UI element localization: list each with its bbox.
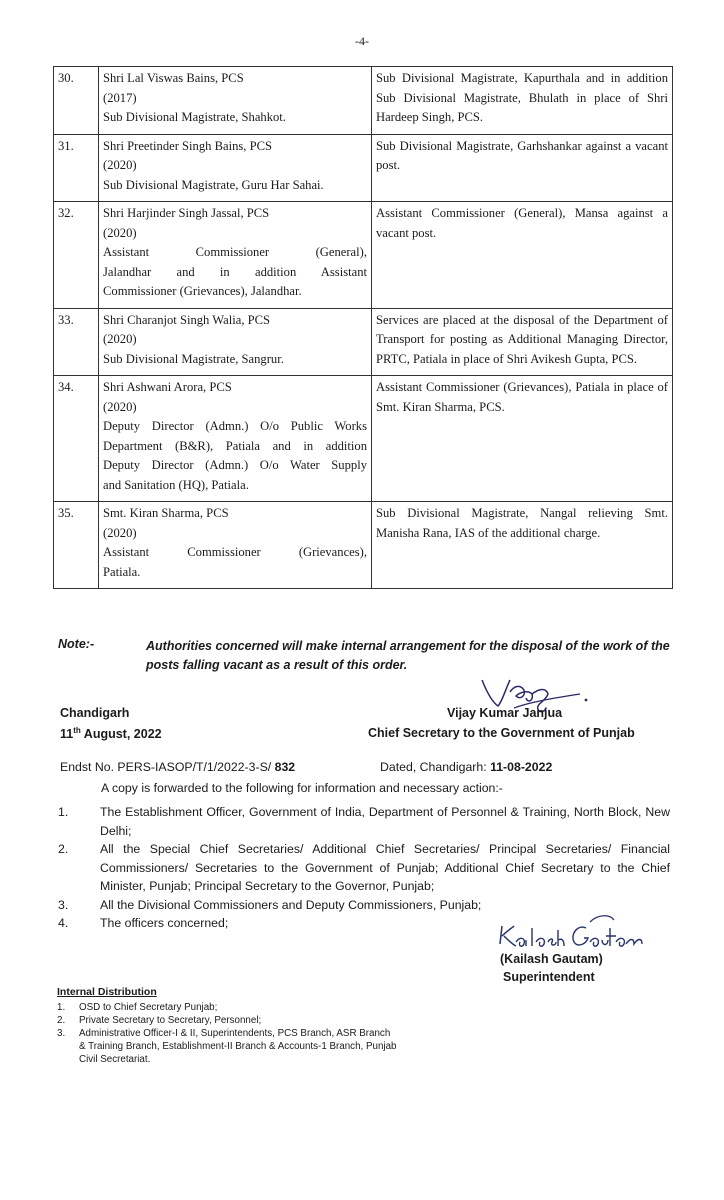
internal-distribution-list bbox=[57, 1001, 397, 1066]
officer-line: Patiala. bbox=[103, 564, 141, 579]
officer-line: and Sanitation (HQ), Patiala. bbox=[103, 477, 249, 492]
officer-line: Shri Preetinder Singh Bains, PCS bbox=[103, 138, 272, 153]
officer-line: Sub Divisional Magistrate, Sangrur. bbox=[103, 351, 284, 366]
note-label: Note:- bbox=[58, 637, 95, 651]
officer-line: (2020) bbox=[103, 525, 137, 540]
internal-distribution-number: 1. bbox=[57, 1002, 66, 1013]
posting-serial: 31. bbox=[54, 134, 99, 202]
officer-details bbox=[99, 376, 372, 502]
issue-place: Chandigarh bbox=[60, 706, 130, 720]
issue-date: 11th August, 2022 bbox=[60, 726, 162, 742]
endorsement-number: Endst No. PERS-IASOP/T/1/2022-3-S/ 832 bbox=[60, 760, 296, 774]
page-number: -4- bbox=[355, 34, 369, 48]
superintendent-name: (Kailash Gautam) bbox=[500, 952, 603, 966]
officer-line: (2020) bbox=[103, 225, 137, 240]
posting-serial: 30. bbox=[54, 67, 99, 135]
internal-distribution-item bbox=[57, 1014, 397, 1027]
signatory-name: Vijay Kumar Janjua bbox=[447, 706, 563, 720]
officer-line: (2020) bbox=[103, 332, 137, 346]
superintendent-signature bbox=[494, 910, 644, 958]
officer-line: Shri Harjinder Singh Jassal, PCS bbox=[103, 206, 270, 220]
posting-row bbox=[54, 376, 673, 502]
internal-distribution-number: 3. bbox=[57, 1028, 66, 1039]
new-posting: Services are placed at the disposal of the Department of Transport for posting as Additional Managing Director, PRTC, Patiala in place of Shri Avikesh Gupta, PCS. bbox=[372, 308, 673, 376]
new-posting: Sub Divisional Magistrate, Nangal relieving Smt. Manisha Rana, IAS of the additional charge. bbox=[372, 502, 673, 589]
officer-line: Jalandhar and in addition Assistant bbox=[103, 264, 367, 279]
new-posting: Assistant Commissioner (General), Mansa against a vacant post. bbox=[372, 202, 673, 309]
postings-table bbox=[53, 66, 673, 589]
posting-row bbox=[54, 67, 673, 135]
posting-row bbox=[54, 308, 673, 376]
posting-row bbox=[54, 202, 673, 309]
officer-details bbox=[99, 502, 372, 589]
recipient-item bbox=[58, 840, 670, 896]
recipient-number: 2. bbox=[58, 842, 69, 856]
officer-line: (2020) bbox=[103, 399, 137, 414]
officer-line: Commissioner (Grievances), Jalandhar. bbox=[103, 284, 302, 298]
officer-line: Smt. Kiran Sharma, PCS bbox=[103, 506, 229, 520]
officer-line: Shri Charanjot Singh Walia, PCS bbox=[103, 312, 271, 327]
internal-distribution-heading: Internal Distribution bbox=[57, 986, 157, 998]
officer-line: Assistant Commissioner (Grievances), bbox=[103, 545, 367, 559]
internal-distribution-text: Private Secretary to Secretary, Personnel; bbox=[79, 1015, 262, 1026]
recipient-text: All the Divisional Commissioners and Deputy Commissioners, Punjab; bbox=[100, 897, 482, 912]
new-posting: Sub Divisional Magistrate, Kapurthala and in addition Sub Divisional Magistrate, Bhulath in place of Shri Hardeep Singh, PCS. bbox=[372, 67, 673, 135]
superintendent-designation: Superintendent bbox=[503, 970, 595, 984]
officer-line: Department (B&R), Patiala and in addition bbox=[103, 438, 367, 453]
recipient-text: All the Special Chief Secretaries/ Additional Chief Secretaries/ Principal Secretaries/ Financial Commissioners/ Secretaries to the Government of Punjab; Additional Chief Secretary to the Chief Minister, Punjab; Principal Secretary to the Governor, Punjab; bbox=[100, 842, 670, 893]
recipient-item bbox=[58, 803, 670, 840]
internal-distribution-item bbox=[57, 1001, 397, 1014]
officer-line: (2020) bbox=[103, 158, 137, 172]
signatory-designation: Chief Secretary to the Government of Punjab bbox=[368, 726, 635, 740]
posting-serial: 33. bbox=[54, 308, 99, 376]
officer-details bbox=[99, 67, 372, 135]
officer-line: Assistant Commissioner (General), bbox=[103, 245, 367, 259]
recipient-number: 4. bbox=[58, 916, 69, 930]
copy-forward-intro: A copy is forwarded to the following for information and necessary action:- bbox=[101, 781, 503, 795]
new-posting: Sub Divisional Magistrate, Garhshankar against a vacant post. bbox=[372, 134, 673, 202]
officer-details bbox=[99, 202, 372, 309]
officer-line: Shri Ashwani Arora, PCS bbox=[103, 380, 232, 394]
posting-serial: 35. bbox=[54, 502, 99, 589]
internal-distribution-item bbox=[57, 1027, 397, 1066]
internal-distribution-text: OSD to Chief Secretary Punjab; bbox=[79, 1002, 218, 1013]
endorsement-date: Dated, Chandigarh: 11-08-2022 bbox=[380, 760, 553, 774]
officer-line: Sub Divisional Magistrate, Guru Har Sahai. bbox=[103, 177, 324, 192]
officer-line: Deputy Director (Admn.) O/o Public Works bbox=[103, 419, 367, 433]
officer-line: Deputy Director (Admn.) O/o Water Supply bbox=[103, 458, 367, 472]
posting-row bbox=[54, 502, 673, 589]
recipient-number: 1. bbox=[58, 805, 69, 819]
note-text: Authorities concerned will make internal arrangement for the disposal of the work of the posts falling vacant as a result of this order. bbox=[146, 639, 670, 672]
officer-details bbox=[99, 308, 372, 376]
recipient-text: The Establishment Officer, Government of India, Department of Personnel & Training, North Block, New Delhi; bbox=[100, 805, 670, 838]
officer-line: Shri Lal Viswas Bains, PCS bbox=[103, 71, 244, 85]
internal-distribution-text: Administrative Officer-I & II, Superintendents, PCS Branch, ASR Branch & Training Branch, Establishment-II Branch & Accounts-1 Branch, Punjab Civil Secretariat. bbox=[79, 1028, 397, 1065]
recipient-text: The officers concerned; bbox=[100, 916, 229, 930]
recipient-number: 3. bbox=[58, 897, 69, 912]
officer-details bbox=[99, 134, 372, 202]
posting-serial: 32. bbox=[54, 202, 99, 309]
new-posting: Assistant Commissioner (Grievances), Patiala in place of Smt. Kiran Sharma, PCS. bbox=[372, 376, 673, 502]
officer-line: Sub Divisional Magistrate, Shahkot. bbox=[103, 110, 286, 124]
posting-row bbox=[54, 134, 673, 202]
officer-line: (2017) bbox=[103, 90, 137, 105]
posting-serial: 34. bbox=[54, 376, 99, 502]
internal-distribution-number: 2. bbox=[57, 1015, 66, 1026]
